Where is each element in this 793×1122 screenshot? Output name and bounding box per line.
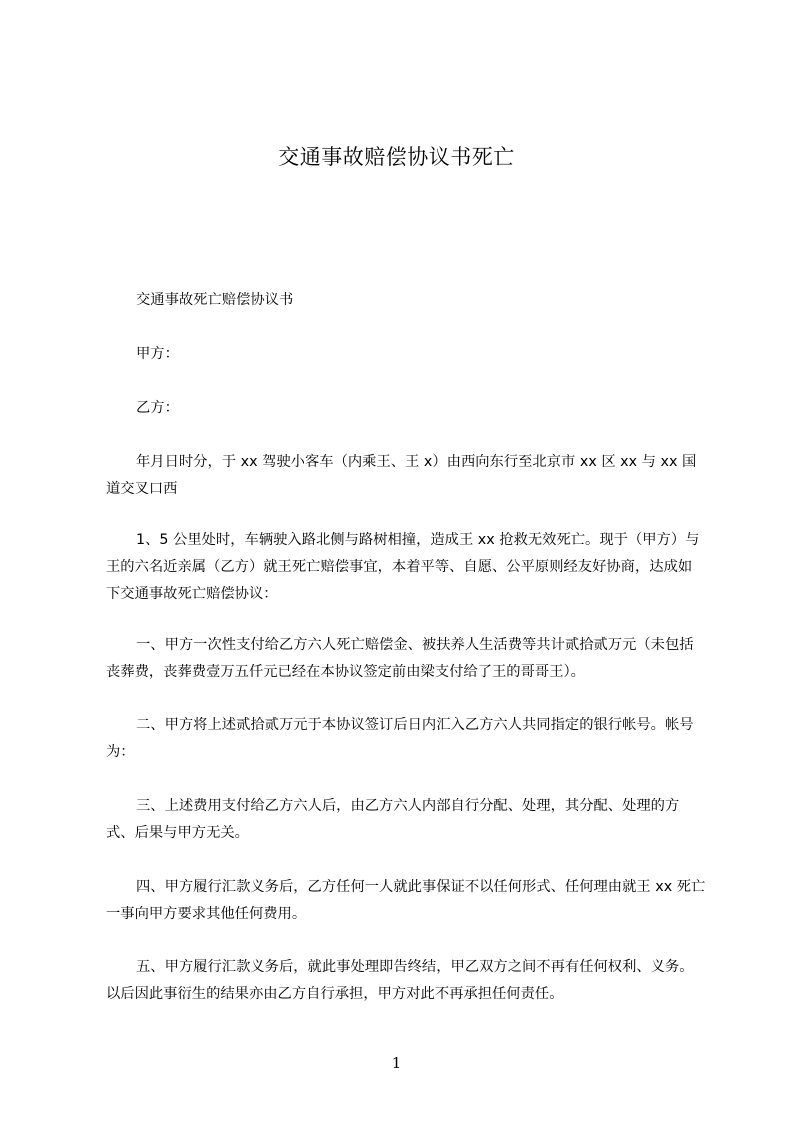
accident-description-paragraph: 年月日时分，于 xx 驾驶小客车（内乘王、王 x）由西向东行至北京市 xx 区 xx 与 xx 国道交叉口西 — [106, 454, 697, 497]
clause-5-paragraph: 五、甲方履行汇款义务后，就此事处理即告终结，甲乙双方之间不再有任何权利、义务。以后因此事衍生的结果亦由乙方自行承担，甲方对此不再承担任何责任。 — [106, 959, 694, 1002]
party-b-line: 乙方： — [136, 400, 179, 416]
clause-3-paragraph: 三、上述费用支付给乙方六人后，由乙方六人内部自行分配、处理，其分配、处理的方式、后果与甲方无关。 — [106, 798, 680, 841]
document-title: 交通事故赔偿协议书死亡 — [278, 145, 515, 169]
clause-4-paragraph: 四、甲方履行汇款义务后，乙方任何一人就此事保证不以任何形式、任何理由就王 xx 死亡一事向甲方要求其他任何费用。 — [106, 879, 706, 922]
clause-2-paragraph: 二、甲方将上述贰拾贰万元于本协议签订后日内汇入乙方六人共同指定的银行帐号。帐号为： — [106, 717, 694, 760]
party-a-line: 甲方： — [136, 346, 179, 362]
page-number: 1 — [391, 1054, 402, 1072]
accident-result-paragraph: 1、5 公里处时，车辆驶入路北侧与路树相撞，造成王 xx 抢救无效死亡。现于（甲方）与王的六名近亲属（乙方）就王死亡赔偿事宜，本着平等、自愿、公平原则经友好协商，达成如下交通事故死亡赔偿协议： — [106, 532, 700, 602]
subtitle-paragraph: 交通事故死亡赔偿协议书 — [136, 292, 294, 308]
clause-1-paragraph: 一、甲方一次性支付给乙方六人死亡赔偿金、被扶养人生活费等共计贰拾贰万元（未包括丧葬费，丧葬费壹万五仟元已经在本协议签定前由梁支付给了王的哥哥王）。 — [106, 637, 694, 680]
